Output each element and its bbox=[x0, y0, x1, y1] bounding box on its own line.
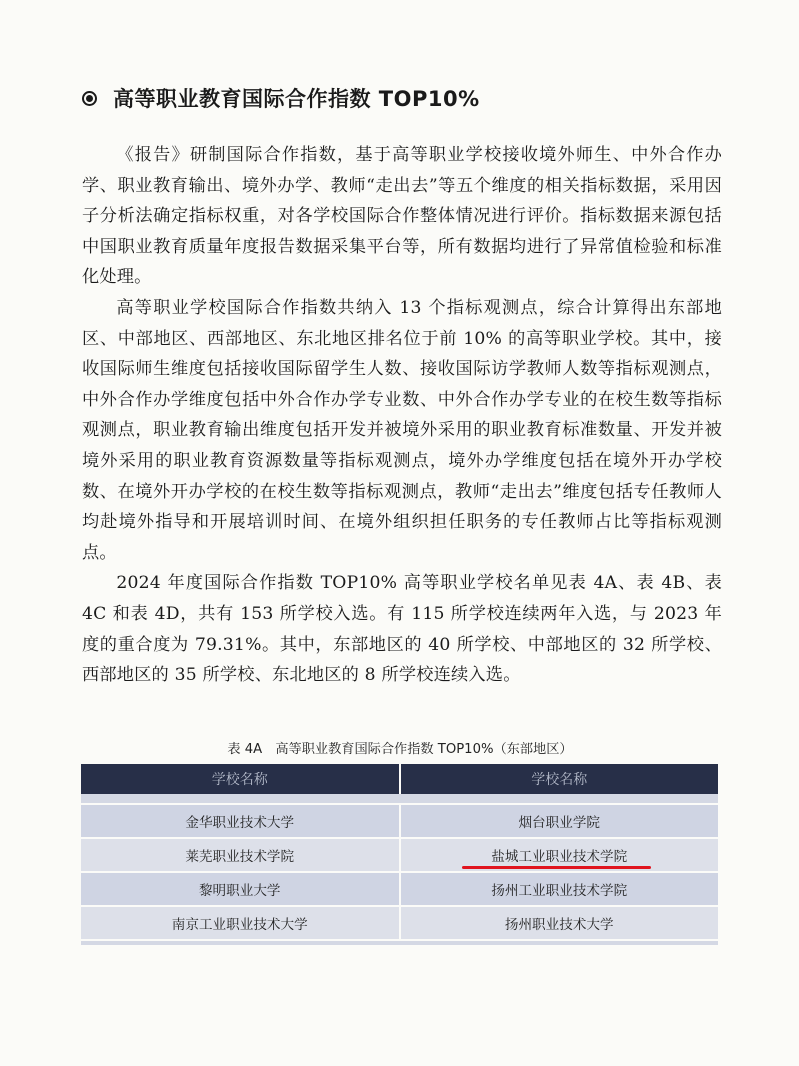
circle-bullet-icon bbox=[82, 91, 97, 106]
school-table bbox=[81, 764, 718, 945]
table-cell: 金华职业技术大学 bbox=[185, 815, 295, 831]
table-cell: 扬州工业职业技术学院 bbox=[399, 873, 719, 905]
table-row bbox=[81, 873, 718, 907]
table-tail bbox=[81, 941, 718, 945]
table-row bbox=[81, 839, 718, 873]
paragraph-1: 《报告》研制国际合作指数，基于高等职业学校接收境外师生、中外合作办学、职业教育输出、境外办学、教师“走出去”等五个维度的相关指标数据，采用因子分析法确定指标权重，对各学校国际合作整体情况进行评价。指标数据来源包括中国职业教育质量年度报告数据采集平台等，所有数据均进行了异常值检验和标准化处理。 bbox=[82, 145, 722, 288]
paragraph-2: 高等职业学校国际合作指数共纳入 13 个指标观测点，综合计算得出东部地区、中部地区、西部地区、东北地区排名位于前 10% 的高等职业学校。其中，接收国际师生维度包括接收国际留学生人数、接收国际访学教师人数等指标观测点，中外合作办学维度包括中外合作办学专业数、中外合作办学专业的在校生数等指标观测点，职业教育输出维度包括开发并被境外采用的职业教育标准数量、开发并被境外采用的职业教育资源数量等指标观测点，境外办学维度包括在境外开办学校数、在境外开办学校的在校生数等指标观测点，教师“走出去”维度包括专任教师人均赴境外指导和开展培训时间、在境外组织担任职务的专任教师占比等指标观测点。 bbox=[82, 297, 722, 563]
table-cell-highlighted bbox=[399, 839, 719, 871]
body-text bbox=[82, 140, 722, 691]
table-row bbox=[81, 805, 718, 839]
table-cell: 烟台职业学院 bbox=[399, 805, 719, 837]
heading-title: 高等职业教育国际合作指数 TOP10% bbox=[113, 87, 480, 111]
table-spacer bbox=[81, 794, 718, 805]
table-cell: 莱芜职业技术学院 bbox=[185, 849, 295, 865]
highlighted-school-name: 盐城工业职业技术学院 bbox=[491, 849, 628, 865]
table-cell: 扬州职业技术大学 bbox=[399, 907, 719, 939]
table-cell: 南京工业职业技术大学 bbox=[171, 917, 308, 933]
column-header-right: 学校名称 bbox=[399, 764, 719, 794]
section-heading bbox=[82, 83, 480, 113]
red-underline-mark bbox=[462, 866, 652, 869]
paragraph-3: 2024 年度国际合作指数 TOP10% 高等职业学校名单见表 4A、表 4B、表 4C 和表 4D，共有 153 所学校入选。有 115 所学校连续两年入选，与 2023 年度的重合度为 79.31%。其中，东部地区的 40 所学校、中部地区的 32 所学校、西部地区的 35 所学校、东北地区的 8 所学校连续入选。 bbox=[82, 573, 722, 686]
table-caption: 表 4A 高等职业教育国际合作指数 TOP10%（东部地区） bbox=[227, 742, 573, 757]
table-cell: 黎明职业大学 bbox=[198, 883, 281, 899]
table-header bbox=[81, 764, 718, 794]
table-row bbox=[81, 907, 718, 941]
column-header-left: 学校名称 bbox=[211, 772, 268, 788]
